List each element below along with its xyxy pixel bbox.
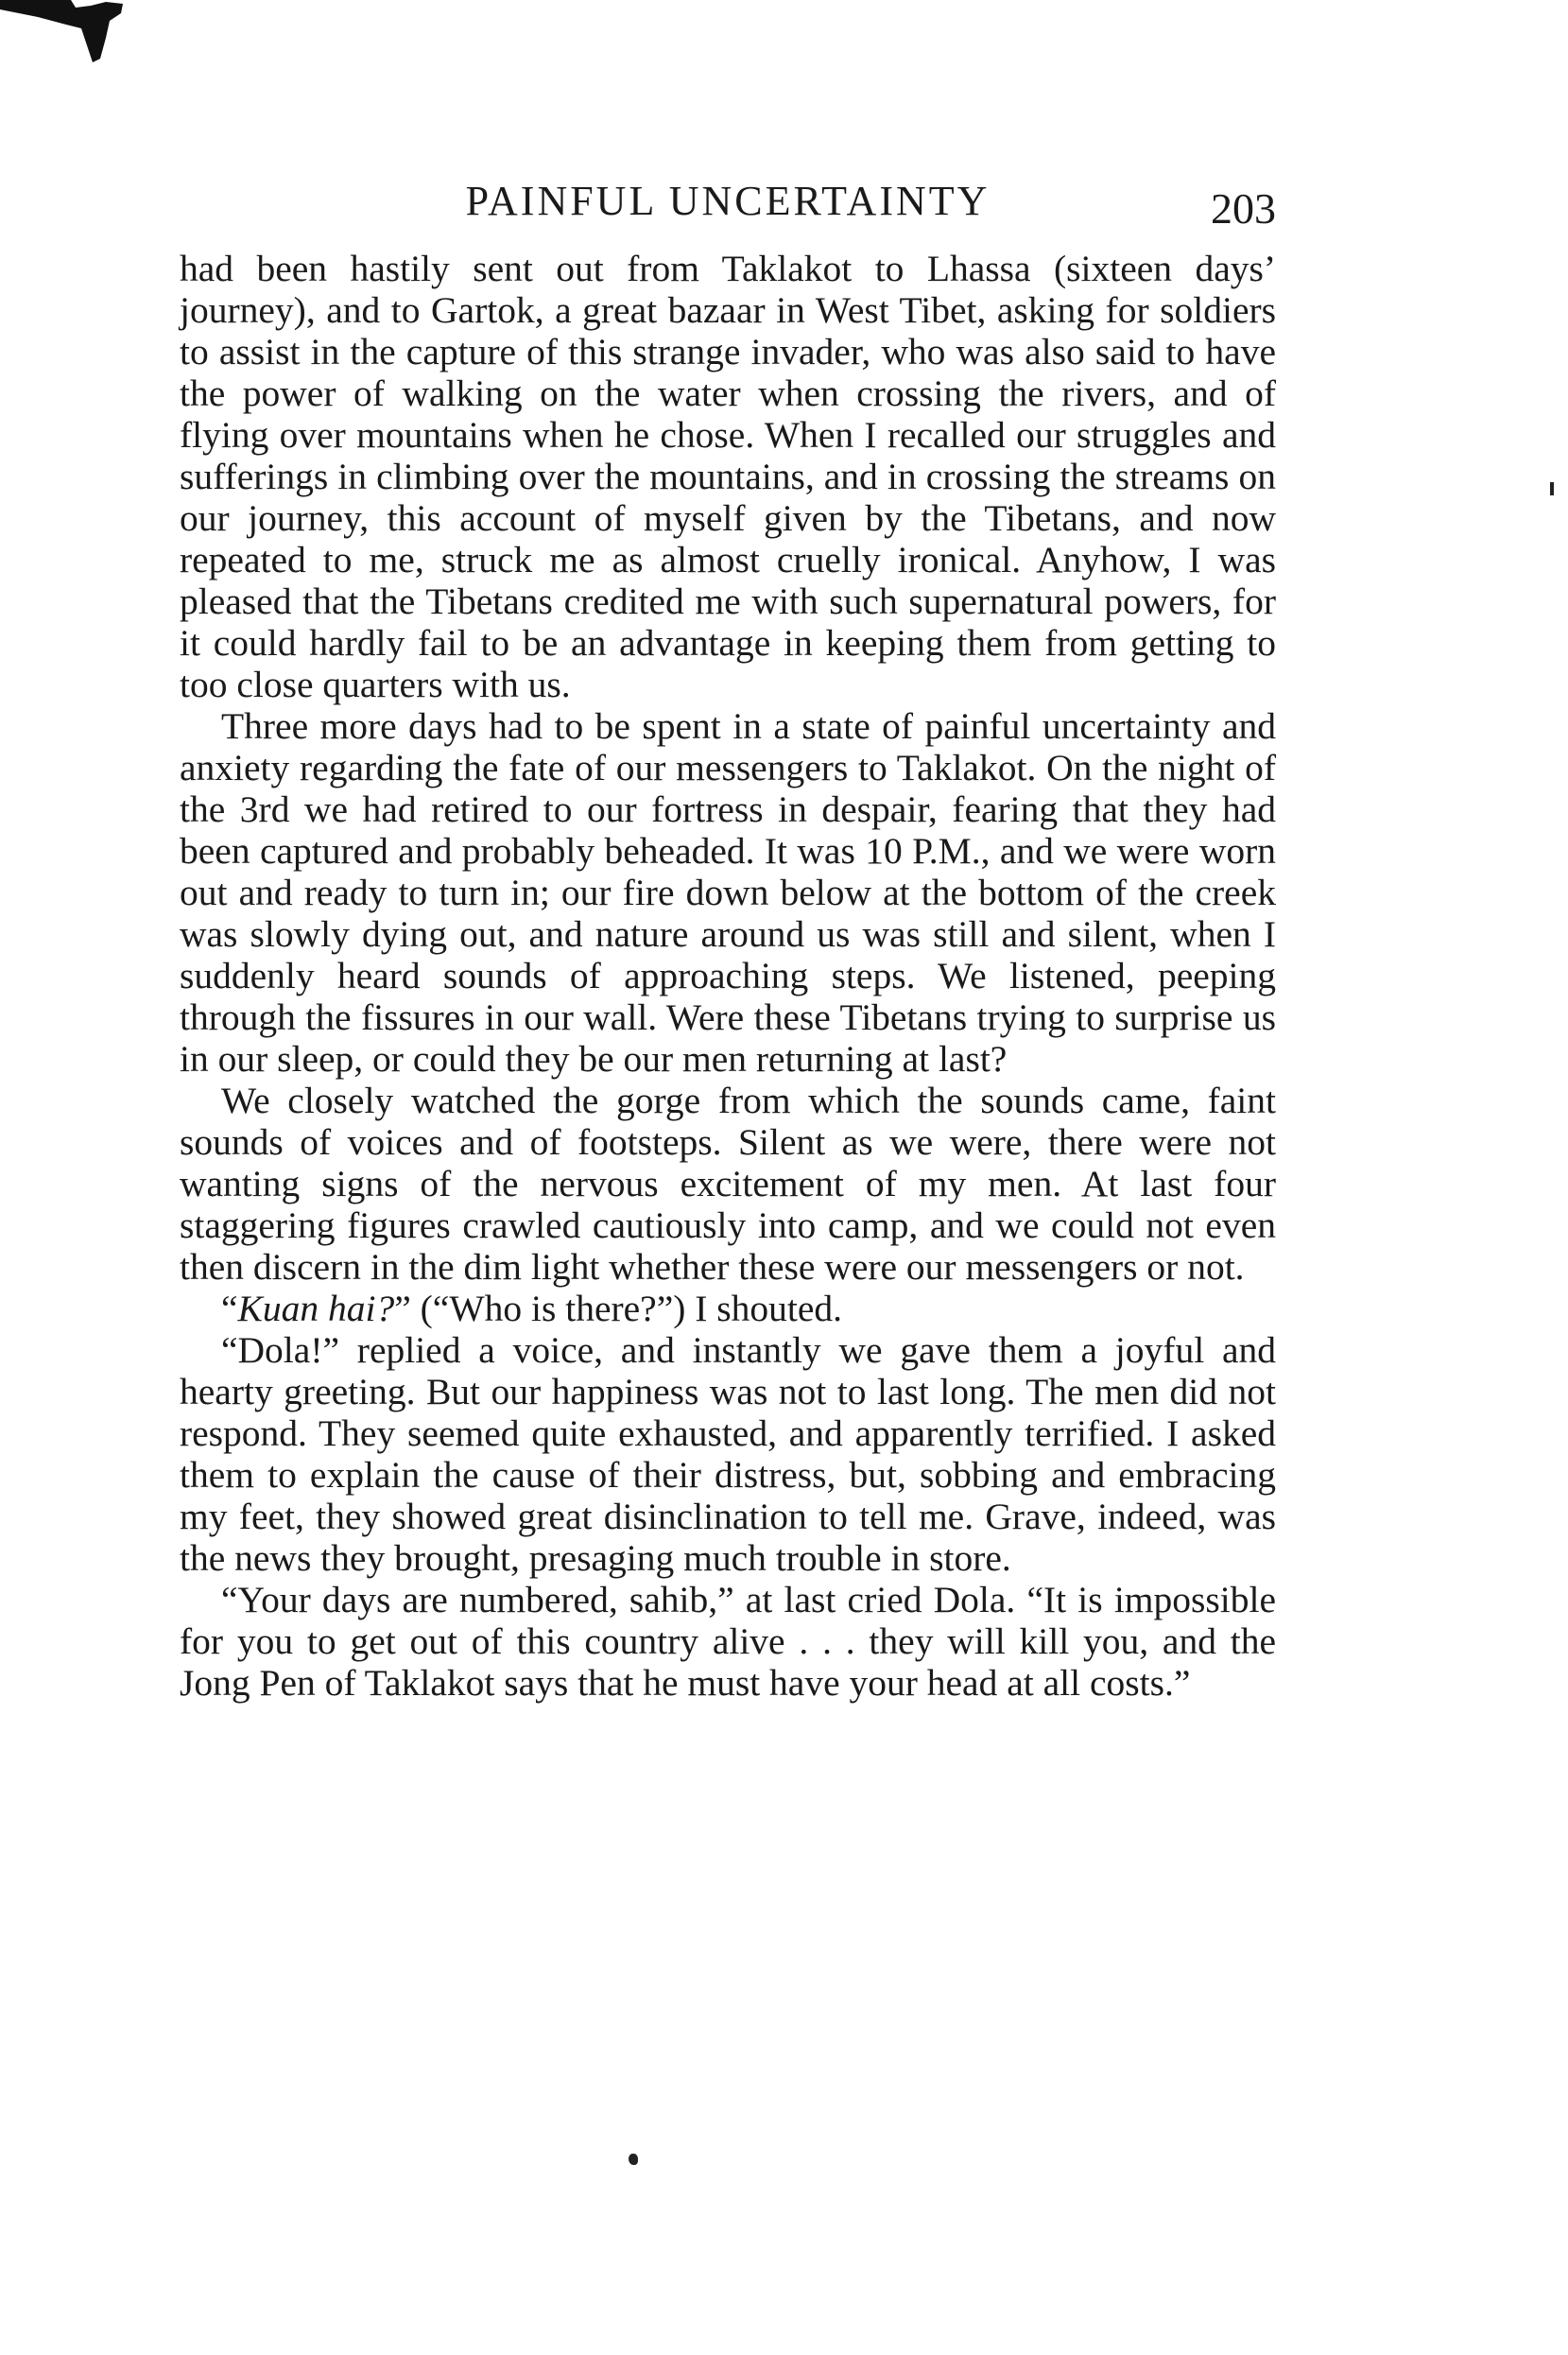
paragraph-text: We closely watched the gorge from which the sounds came, faint sounds of voices and of footsteps. Silent as we were, there were not wanting signs of the nervous excitement of my men. At last four staggering figures crawled cautiously into camp, and we could not even then discern in the dim light whether these were our messengers or not.	[180, 1080, 1276, 1288]
paragraph	[180, 1080, 1276, 1288]
margin-mark	[1550, 482, 1554, 495]
time-abbreviation: P.M.	[912, 830, 981, 872]
paragraph	[180, 1579, 1276, 1704]
paragraph-text: “Dola!” replied a voice, and instantly we gave them a joyful and hearty greeting. But our happiness was not to last long. The men did not respond. They seemed quite exhausted, and apparently terrified. I asked them to explain the cause of their distress, but, sobbing and embracing my feet, they showed great disinclination to tell me. Grave, indeed, was the news they brought, presaging much trouble in store.	[180, 1329, 1276, 1579]
paragraph-text: , and we were worn out and ready to turn in; our fire down below at the bottom of the creek was slowly dying out, and nature around us was still and silent, when I suddenly heard sounds of approaching steps. We listened, peeping through the fissures in our wall. Were these Tibetans trying to surprise us in our sleep, or could they be our men returning at last?	[180, 830, 1276, 1080]
paragraph-text: “Your days are numbered, sahib,” at last cried Dola. “It is impossible for you to get out of this country alive . . . they will kill you, and the Jong Pen of Taklakot says that he must have your head at all costs.”	[180, 1579, 1276, 1704]
paragraph-text: Three more days had to be spent in a state of painful uncertainty and anxiety regarding the fate of our messengers to Taklakot. On the night of the 3rd we had retired to our fortress in despair, fearing that they had been captured and probably beheaded. It was 10	[180, 705, 1276, 872]
italic-phrase: Kuan hai?	[237, 1288, 395, 1329]
paragraph	[180, 705, 1276, 1080]
paragraph	[180, 1329, 1276, 1579]
page-header	[180, 173, 1276, 239]
paragraph	[180, 248, 1276, 705]
paragraph-text: ” (“Who is there?”) I shouted.	[394, 1288, 843, 1329]
ink-blot-mark	[0, 0, 132, 66]
running-head: PAINFUL UNCERTAINTY	[465, 178, 991, 224]
paragraph-text: “	[221, 1288, 238, 1329]
paragraph-text: had been hastily sent out from Taklakot to Lhassa (sixteen days’ journey), and to Gartok, a great bazaar in West Tibet, asking for soldiers to assist in the capture of this strange invader, who was also said to have the power of walking on the water when crossing the rivers, and of flying over mountains when he chose. When I recalled our struggles and sufferings in climbing over the mountains, and in crossing the streams on our journey, this account of myself given by the Tibetans, and now repeated to me, struck me as almost cruelly ironical. Anyhow, I was pleased that the Tibetans credited me with such supernatural powers, for it could hardly fail to be an advantage in keeping them from getting to too close quarters with us.	[180, 248, 1276, 705]
paragraph	[180, 1288, 1276, 1329]
body-text	[180, 248, 1276, 1704]
page-number: 203	[1211, 184, 1276, 233]
ink-speck	[629, 2154, 638, 2165]
